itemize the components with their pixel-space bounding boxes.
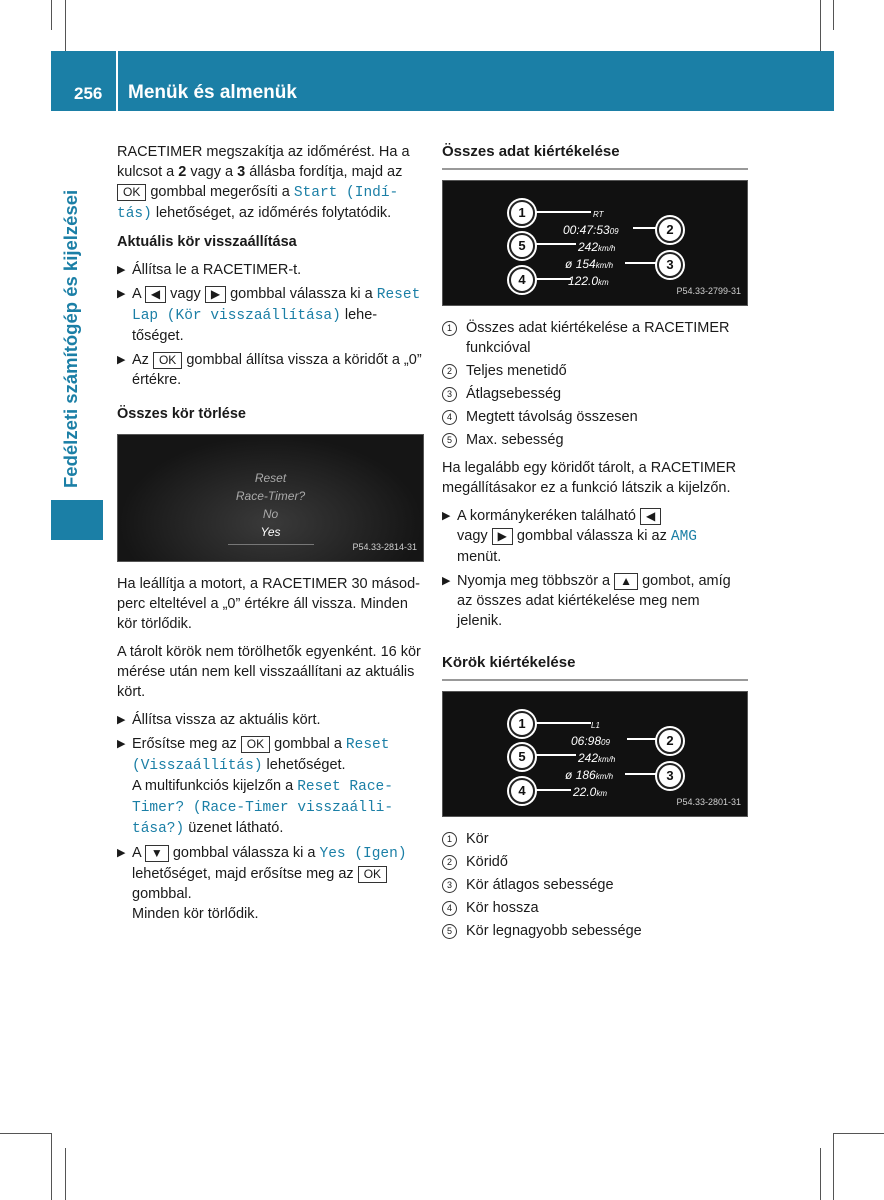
reset-lap-heading: Aktuális kör visszaállítása — [117, 234, 297, 250]
bullet-arrow-icon: ▶ — [117, 714, 126, 726]
screen-distance: ø 154km/h — [565, 257, 614, 271]
reset-current-lap-step: ▶ Állítsa vissza az aktuális kört. — [117, 712, 321, 728]
ok-key: OK — [153, 352, 182, 369]
screen-label: RT — [593, 210, 604, 219]
marker-1: 1 — [509, 200, 535, 226]
intro-paragraph: RACETIMER megszakítja az időmérést. Ha a kulcsot a 2 vagy a 3 állásba fordítja, majd az OK gombbal megerősíti a Start (Indí-tás) lehetőséget, az időmérés folytatódik. — [117, 144, 410, 222]
ok-key: OK — [117, 184, 146, 201]
legend-item: 1 Kör — [442, 829, 748, 849]
amg-option: AMG — [670, 529, 697, 545]
crop-mark — [51, 1133, 52, 1200]
crop-mark — [0, 1133, 51, 1134]
screen-line-no: No — [262, 507, 279, 521]
stored-laps-paragraph: A tárolt körök nem törölhetők egyenként. 16 kör mérése után nem kell visszaállítani az aktuális kört. — [117, 644, 421, 700]
bullet-arrow-icon: ▶ — [117, 288, 126, 300]
screen-caption: P54.33-2801-31 — [676, 797, 741, 807]
legend-item: 1 Összes adat kiértékelése a RACETIMER funkcióval — [442, 318, 748, 358]
select-yes-step: ▶ A ▼ gombbal válassza ki a Yes (Igen) lehetőséget, majd erősítse meg az OK gombbal. Minden kör törlődik. — [117, 845, 407, 922]
legend-item: 2 Teljes menetidő — [442, 361, 748, 381]
yes-option: Yes (Igen) — [319, 846, 407, 862]
marker-5: 5 — [509, 744, 535, 770]
side-tab-block — [51, 500, 103, 540]
laps-screen — [442, 691, 748, 817]
crop-mark — [833, 1133, 834, 1200]
all-data-screen — [442, 180, 748, 306]
marker-2: 2 — [657, 728, 683, 754]
screen-label: L1 — [591, 721, 600, 730]
bullet-arrow-icon: ▶ — [442, 510, 451, 522]
all-data-heading: Összes adat kiértékelése — [442, 142, 748, 170]
legend-item: 5 Max. sebesség — [442, 430, 748, 450]
engine-off-paragraph: Ha leállítja a motort, a RACETIMER 30 másod-perc elteltével a „0” értékre áll vissza. Minden kör törlődik. — [117, 576, 420, 632]
screen-line-race-timer: Race-Timer? — [235, 489, 306, 503]
crop-mark — [820, 1148, 821, 1200]
bullet-arrow-icon: ▶ — [117, 264, 126, 276]
screen-avg-speed: 242km/h — [578, 240, 616, 254]
screen-caption: P54.33-2799-31 — [676, 286, 741, 296]
marker-5: 5 — [509, 233, 535, 259]
crop-mark — [65, 0, 66, 51]
bullet-arrow-icon: ▶ — [442, 575, 451, 587]
reset-race-timer-message: Reset Race-Timer? (Race-Timer visszaálli-tása?) — [132, 779, 394, 837]
crop-mark — [820, 0, 821, 51]
left-arrow-key: ◀ — [145, 286, 166, 303]
marker-3: 3 — [657, 763, 683, 789]
legend-item: 4 Kör hossza — [442, 898, 748, 918]
laps-heading: Körök kiértékelése — [442, 653, 748, 681]
reset-lap-step-3: ▶ Az OK gombbal állítsa vissza a köridőt a „0” értékre. — [117, 352, 422, 388]
marker-3: 3 — [657, 252, 683, 278]
up-arrow-key: ▲ — [614, 573, 638, 590]
legend-item: 5 Kör legnagyobb sebessége — [442, 921, 748, 941]
all-data-step-1: ▶ A kormánykeréken található ◀ vagy ▶ gombbal válassza ki az AMG menüt. — [442, 508, 697, 565]
screen-total-time: 00:47:5309 — [563, 223, 619, 237]
screen-lap-max-speed: 22.0km — [573, 785, 608, 799]
left-column — [117, 142, 425, 928]
reset-lap-step-1: ▶ Állítsa le a RACETIMER-t. — [117, 262, 302, 278]
legend-item: 3 Átlagsebesség — [442, 384, 748, 404]
legend-item: 3 Kör átlagos sebessége — [442, 875, 748, 895]
legend-item: 4 Megtett távolság összesen — [442, 407, 748, 427]
down-arrow-key: ▼ — [145, 845, 169, 862]
crop-mark — [65, 1148, 66, 1200]
all-data-paragraph: Ha legalább egy köridőt tárolt, a RACETIMER megállításakor ez a funkció látszik a kijelzőn. — [442, 460, 737, 496]
screen-line-yes: Yes — [260, 525, 281, 539]
marker-2: 2 — [657, 217, 683, 243]
screen-lap-distance: ø 186km/h — [565, 768, 614, 782]
page-title: Menük és almenük — [128, 82, 297, 103]
right-column — [442, 142, 748, 944]
screen-lap-time: 06:9809 — [571, 734, 610, 748]
page-number: 256 — [74, 84, 103, 103]
reset-lap-step-2: ▶ A ◀ vagy ▶ gombbal válassza ki a Reset Lap (Kör visszaállítása) lehe-tőséget. — [117, 286, 421, 344]
right-arrow-key: ▶ — [492, 528, 513, 545]
reset-racetimer-screen — [117, 434, 424, 562]
all-data-step-2: ▶ Nyomja meg többször a ▲ gombot, amíg az összes adat kiértékelése meg nem jelenik. — [442, 573, 731, 629]
ok-key: OK — [358, 866, 387, 883]
marker-1: 1 — [509, 711, 535, 737]
bullet-arrow-icon: ▶ — [117, 354, 126, 366]
screen-lap-avg-speed: 242km/h — [578, 751, 616, 765]
side-tab-label: Fedélzeti számítógép és kijelzései — [60, 189, 81, 488]
bullet-arrow-icon: ▶ — [117, 738, 126, 750]
crop-mark — [51, 0, 52, 30]
marker-4: 4 — [509, 267, 535, 293]
side-tab — [60, 140, 100, 490]
reset-option: Reset (Visszaállítás) — [132, 737, 390, 774]
right-arrow-key: ▶ — [205, 286, 226, 303]
legend-item: 2 Köridő — [442, 852, 748, 872]
marker-4: 4 — [509, 778, 535, 804]
screen-max-speed: 122.0km — [568, 274, 609, 288]
screen-caption: P54.33-2814-31 — [352, 542, 417, 552]
start-option: Start (Indí-tás) — [117, 185, 399, 222]
crop-mark — [833, 1133, 884, 1134]
left-arrow-key: ◀ — [640, 508, 661, 525]
screen-line-reset: Reset — [254, 471, 287, 485]
crop-mark — [833, 0, 834, 30]
bullet-arrow-icon: ▶ — [117, 847, 126, 859]
confirm-reset-step: ▶ Erősítse meg az OK gombbal a Reset (Visszaállítás) lehetőséget. A multifunkciós kijelzőn a Reset Race-Timer? (Race-Timer visszaálli-tása?) üzenet látható. — [117, 736, 394, 837]
header-separator — [116, 51, 118, 111]
ok-key: OK — [241, 736, 270, 753]
delete-all-heading: Összes kör törlése — [117, 406, 246, 422]
reset-lap-option: Reset Lap (Kör visszaállítása) — [132, 287, 421, 324]
